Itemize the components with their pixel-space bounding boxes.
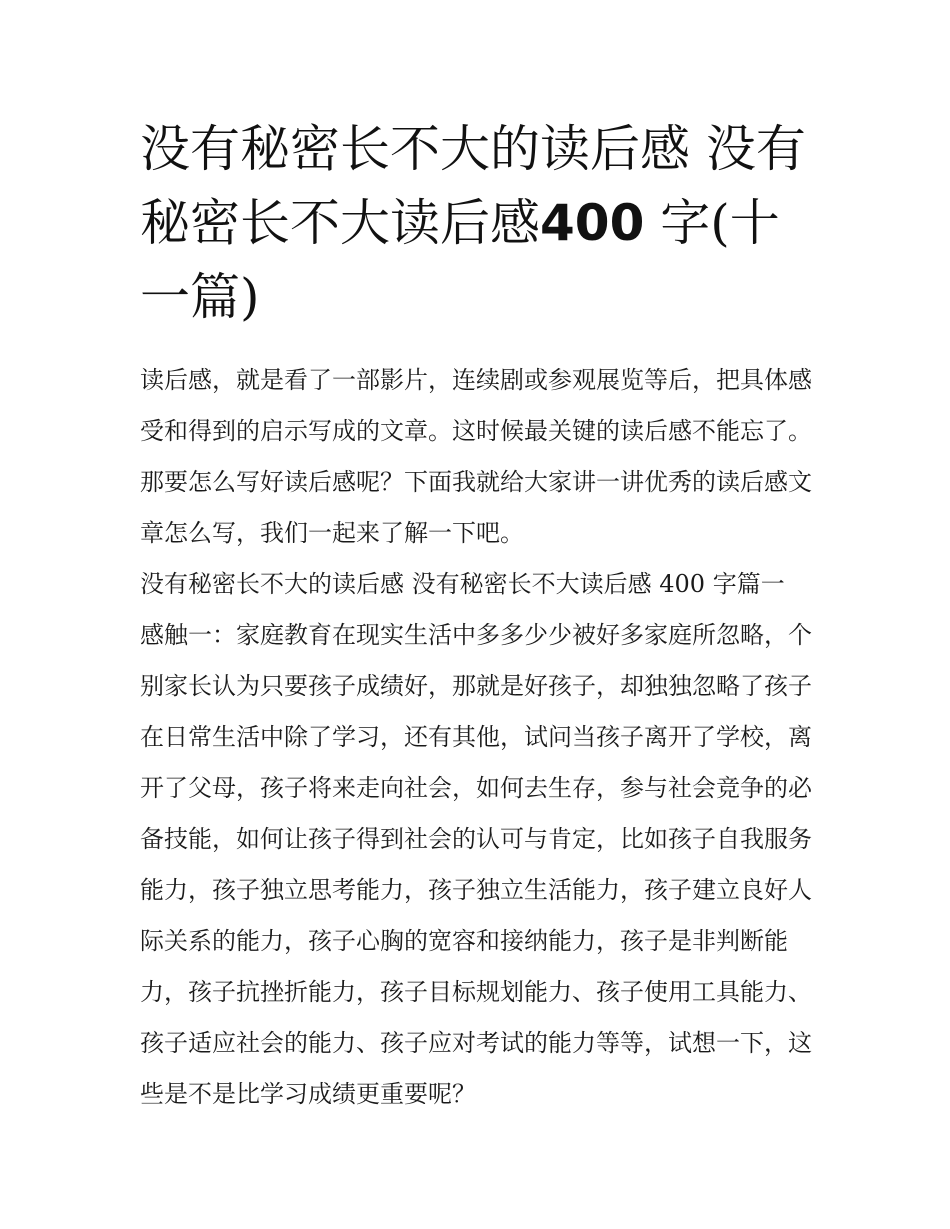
intro-paragraph: 读后感，就是看了一部影片，连续剧或参观展览等后，把具体感受和得到的启示写成的文章。这时候最关键的读后感不能忘了。那要怎么写好读后感呢？下面我就给大家讲一讲优秀的读后感文章怎么写，我们一起来了解一下吧。 xyxy=(140,366,812,547)
feeling-paragraph: 感触一：家庭教育在现实生活中多多少少被好多家庭所忽略，个别家长认为只要孩子成绩好，那就是好孩子，却独独忽略了孩子在日常生活中除了学习，还有其他，试问当孩子离开了学校，离开了父母，孩子将来走向社会，如何去生存，参与社会竞争的必备技能，如何让孩子得到社会的认可与肯定，比如孩子自我服务能力，孩子独立思考能力，孩子独立生活能力，孩子建立良好人际关系的能力，孩子心胸的宽容和接纳能力，孩子是非判断能力，孩子抗挫折能力，孩子目标规划能力、孩子使用工具能力、孩子适应社会的能力、孩子应对考试的能力等等，试想一下，这些是不是比学习成绩更重要呢？ xyxy=(140,621,812,1108)
section-heading: 没有秘密长不大的读后感 没有秘密长不大读后感 400 字篇一 xyxy=(140,570,785,598)
title-number: 400 xyxy=(540,194,645,252)
title-text: 没有秘密长不大的读后感 没有秘密长不大读后感 xyxy=(140,120,806,252)
page-title xyxy=(140,112,820,334)
title-suffix: 字(十一篇) xyxy=(140,194,780,326)
